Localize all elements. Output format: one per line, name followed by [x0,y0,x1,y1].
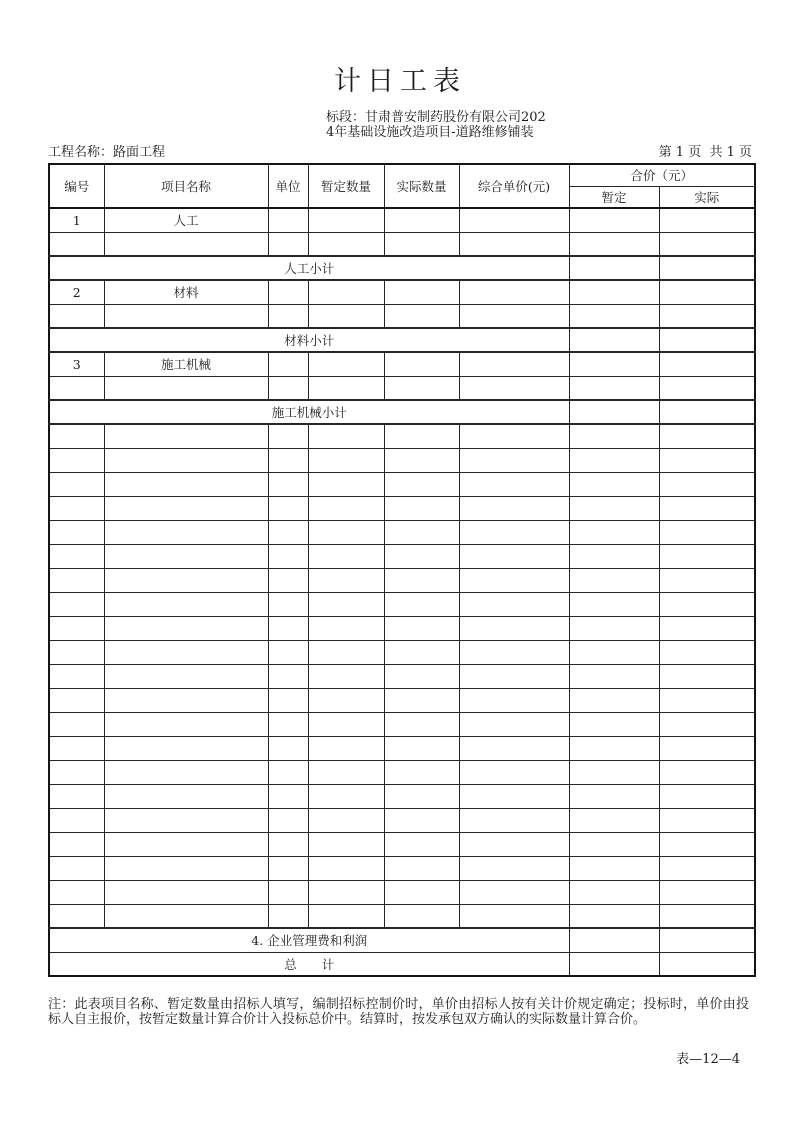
cell [268,352,308,376]
cell [659,904,755,928]
cell [569,688,659,712]
cell [104,232,268,256]
cell [308,208,384,232]
cell [569,640,659,664]
cell [459,712,569,736]
cell [104,832,268,856]
cell [268,304,308,328]
cell [459,544,569,568]
cell [459,424,569,448]
table-row [49,616,755,640]
table-row [49,496,755,520]
cell [49,736,104,760]
cell [659,448,755,472]
cell [659,352,755,376]
cell [308,544,384,568]
cell [268,544,308,568]
table-row [49,280,755,304]
table-row [49,808,755,832]
cell [384,808,459,832]
cell [268,640,308,664]
cell [659,376,755,400]
subtotal-cell: 材料小计 [49,328,569,352]
cell [459,280,569,304]
cell [659,280,755,304]
header-tentative-qty: 暂定数量 [308,164,384,208]
table-row [49,328,755,352]
subtotal-cell: 施工机械小计 [49,400,569,424]
cell [569,208,659,232]
cell [49,232,104,256]
cell [384,664,459,688]
project-name-label: 工程名称：路面工程 [48,145,166,160]
cell [659,808,755,832]
cell [569,520,659,544]
cell [659,424,755,448]
cell [459,904,569,928]
table-row [49,256,755,280]
cell [49,904,104,928]
subtotal-cell: 人工小计 [49,256,569,280]
cell [308,904,384,928]
cell [569,280,659,304]
cell [569,448,659,472]
cell [384,544,459,568]
cell [268,568,308,592]
header-total: 合价（元） [569,164,755,186]
cell [459,496,569,520]
bid-section-line1: 标段：甘肃普安制药股份有限公司202 [326,110,546,125]
cell [659,400,755,424]
table-row [49,832,755,856]
cell [659,328,755,352]
cell [104,616,268,640]
cell [268,832,308,856]
cell [104,568,268,592]
table-row [49,592,755,616]
meta-row [48,141,752,160]
cell [659,760,755,784]
cell [104,304,268,328]
cell [104,856,268,880]
cell [384,496,459,520]
cell [569,472,659,496]
cell [268,664,308,688]
cell [49,568,104,592]
cell [268,496,308,520]
cell [569,424,659,448]
cell [459,856,569,880]
item-no-cell: 3 [49,352,104,376]
cell [569,712,659,736]
bid-section [326,111,546,140]
header-unit-price: 综合单价(元) [459,164,569,208]
cell [384,640,459,664]
cell [308,712,384,736]
table-row [49,376,755,400]
bid-section-line2: 4年基础设施改造项目-道路维修铺装 [326,124,534,140]
cell [104,376,268,400]
cell [569,400,659,424]
item-name-cell: 施工机械 [104,352,268,376]
cell [268,808,308,832]
cell [659,952,755,976]
cell [569,736,659,760]
cell [308,664,384,688]
cell [659,856,755,880]
cell [569,880,659,904]
cell [308,520,384,544]
cell [49,880,104,904]
table-row [49,352,755,376]
cell [659,880,755,904]
cell [659,688,755,712]
cell [308,808,384,832]
cell [569,544,659,568]
cell [569,232,659,256]
cell [268,424,308,448]
cell [308,688,384,712]
cell [104,424,268,448]
header-row-1 [49,164,755,186]
table-row [49,856,755,880]
cell [49,688,104,712]
cell [268,520,308,544]
management-fee-cell: 4. 企业管理费和利润 [49,928,569,952]
cell [569,352,659,376]
cell [659,544,755,568]
table-row [49,568,755,592]
cell [659,712,755,736]
cell [459,688,569,712]
cell [268,856,308,880]
cell [459,808,569,832]
cell [268,736,308,760]
header-total-tentative: 暂定 [569,186,659,208]
cell [308,232,384,256]
cell [268,280,308,304]
cell [308,640,384,664]
cell [659,784,755,808]
cell [308,472,384,496]
cell [308,880,384,904]
cell [268,880,308,904]
page-indicator: 第 1 页 共 1 页 [658,145,752,160]
table-row [49,448,755,472]
item-name-cell: 人工 [104,208,268,232]
cell [659,256,755,280]
cell [659,664,755,688]
cell [308,784,384,808]
cell [49,784,104,808]
cell [659,928,755,952]
cell [104,520,268,544]
cell [459,448,569,472]
cell [308,592,384,616]
cell [384,352,459,376]
cell [569,304,659,328]
cell [308,448,384,472]
item-no-cell: 2 [49,280,104,304]
cell [459,640,569,664]
cell [104,736,268,760]
cell [459,304,569,328]
cell [459,664,569,688]
cell [459,592,569,616]
cell [659,472,755,496]
cell [308,760,384,784]
cell [384,880,459,904]
cell [104,784,268,808]
cell [569,784,659,808]
cell [459,616,569,640]
cell [104,640,268,664]
cell [384,304,459,328]
cell [308,496,384,520]
table-row [49,928,755,952]
cell [384,592,459,616]
cell [49,544,104,568]
cell [104,904,268,928]
cell [569,664,659,688]
cell [104,880,268,904]
item-no-cell: 1 [49,208,104,232]
cell [569,256,659,280]
cell [569,592,659,616]
grand-total-cell: 总 计 [49,952,569,976]
cell [459,880,569,904]
cell [308,304,384,328]
table-row [49,640,755,664]
header-unit: 单位 [268,164,308,208]
cell [384,688,459,712]
cell [104,592,268,616]
cell [459,472,569,496]
table-row [49,400,755,424]
cell [49,808,104,832]
cell [459,376,569,400]
cell [49,496,104,520]
cell [49,448,104,472]
cell [384,232,459,256]
cell [659,304,755,328]
table-row [49,544,755,568]
cell [569,856,659,880]
table-row [49,472,755,496]
cell [308,568,384,592]
cell [268,616,308,640]
cell [659,640,755,664]
cell [104,472,268,496]
cell [659,496,755,520]
page-title: 计日工表 [334,66,466,97]
form-code: 表—12—4 [676,1052,740,1067]
cell [104,448,268,472]
cell [268,760,308,784]
cell [104,496,268,520]
cell [49,472,104,496]
cell [459,520,569,544]
cell [459,352,569,376]
cell [49,832,104,856]
cell [384,904,459,928]
cell [384,736,459,760]
cell [308,832,384,856]
item-name-cell: 材料 [104,280,268,304]
cell [384,424,459,448]
table-row [49,304,755,328]
cell [268,448,308,472]
cell [308,736,384,760]
cell [49,640,104,664]
table-row [49,424,755,448]
cell [268,784,308,808]
table-row [49,520,755,544]
cell [384,616,459,640]
cell [659,208,755,232]
cell [268,592,308,616]
header-no: 编号 [49,164,104,208]
cell [569,928,659,952]
cell [308,616,384,640]
cell [659,568,755,592]
cell [49,760,104,784]
cell [49,376,104,400]
header-item: 项目名称 [104,164,268,208]
table-row [49,952,755,976]
cell [384,448,459,472]
cell [384,208,459,232]
cell [459,736,569,760]
cell [49,304,104,328]
table-row [49,760,755,784]
cell [459,232,569,256]
cell [268,904,308,928]
cell [384,832,459,856]
table-row [49,712,755,736]
cell [104,664,268,688]
cell [104,544,268,568]
cell [384,280,459,304]
table-row [49,664,755,688]
cell [49,712,104,736]
cell [659,736,755,760]
cell [569,832,659,856]
cell [569,496,659,520]
table-row [49,904,755,928]
cell [308,856,384,880]
cell [308,280,384,304]
cell [49,520,104,544]
cell [268,712,308,736]
header-total-actual: 实际 [659,186,755,208]
cell [459,784,569,808]
cell [49,592,104,616]
cell [384,568,459,592]
cell [49,664,104,688]
table-row [49,784,755,808]
cell [659,832,755,856]
note-text: 注：此表项目名称、暂定数量由招标人填写，编制招标控制价时，单价由招标人按有关计价规定确定；投标时，单价由投标人自主报价，按暂定数量计算合价计入投标总价中。结算时，按发承包双方确认的实际数量计算合价。 [48,997,749,1027]
cell [268,376,308,400]
cell [569,808,659,832]
cell [569,328,659,352]
table-row [49,880,755,904]
cell [569,760,659,784]
cell [384,760,459,784]
cell [569,904,659,928]
cell [569,616,659,640]
cell [268,472,308,496]
cell [49,616,104,640]
cell [49,856,104,880]
cell [569,952,659,976]
daywork-table [48,163,756,977]
cell [268,208,308,232]
cell [49,424,104,448]
cell [659,616,755,640]
cell [308,352,384,376]
header-actual-qty: 实际数量 [384,164,459,208]
cell [659,520,755,544]
cell [104,760,268,784]
cell [384,784,459,808]
cell [459,568,569,592]
cell [384,712,459,736]
cell [308,424,384,448]
cell [268,688,308,712]
table-row [49,688,755,712]
cell [659,592,755,616]
cell [104,808,268,832]
cell [459,760,569,784]
table-row [49,736,755,760]
cell [569,568,659,592]
cell [104,688,268,712]
cell [569,376,659,400]
cell [384,856,459,880]
cell [459,832,569,856]
cell [459,208,569,232]
table-row [49,232,755,256]
cell [659,232,755,256]
table-row [49,208,755,232]
cell [384,376,459,400]
cell [104,712,268,736]
cell [268,232,308,256]
cell [308,376,384,400]
cell [384,472,459,496]
cell [384,520,459,544]
